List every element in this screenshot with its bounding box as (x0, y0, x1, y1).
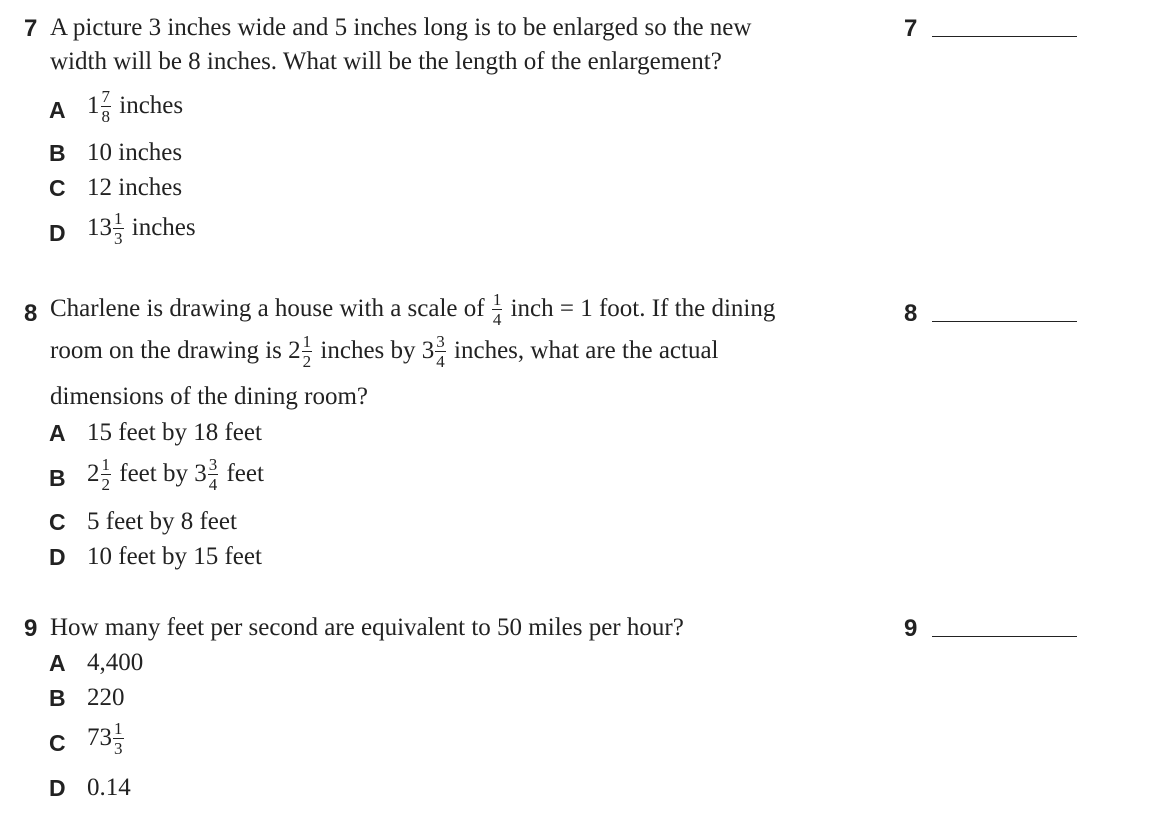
question-text-line: A picture 3 inches wide and 5 inches long is to be enlarged so the new (50, 14, 752, 41)
fraction: $\frac{1}{2}$ (302, 332, 312, 371)
question-text-line: How many feet per second are equivalent to 50 miles per hour? (50, 614, 684, 641)
question-text-line: room on the drawing is 2 $\frac{1}{2}$ inches by 3 $\frac{3}{4}$ inches, what are the actual (50, 332, 719, 371)
answer-number: 7 (904, 15, 918, 42)
question-text-line: dimensions of the dining room? (50, 383, 369, 410)
option-d-text: 13 $\frac{1}{3}$ inches (87, 209, 196, 248)
option-b-text: 2 $\frac{1}{2}$ feet by 3 $\frac{3}{4}$ feet (87, 455, 264, 494)
option-letter: D (49, 220, 66, 246)
option-letter: D (49, 775, 66, 801)
question-number: 9 (24, 615, 38, 642)
question-number: 7 (24, 15, 38, 42)
option-a-text: 4,400 (87, 649, 144, 676)
option-letter: B (49, 465, 66, 491)
fraction: $\frac{3}{4}$ (208, 455, 218, 494)
fraction: $\frac{1}{2}$ (101, 455, 110, 494)
option-c-text: 5 feet by 8 feet (87, 508, 237, 535)
option-c-text: 73 $\frac{1}{3}$ (87, 719, 123, 758)
option-letter: D (49, 544, 66, 570)
fraction: $\frac{1}{3}$ (114, 719, 123, 758)
option-letter: B (49, 685, 66, 711)
option-letter: A (49, 650, 66, 676)
fraction: $\frac{7}{8}$ (101, 87, 110, 126)
fraction: $\frac{1}{4}$ (492, 290, 502, 329)
option-letter: B (49, 140, 66, 166)
option-letter: C (49, 730, 66, 756)
option-letter: A (49, 97, 66, 123)
question-text-line: Charlene is drawing a house with a scale of $\frac{1}{4}$ inch = 1 foot. If the dining (50, 290, 776, 329)
question-number: 8 (24, 300, 38, 327)
question-text-line: width will be 8 inches. What will be the length of the enlargement? (50, 48, 722, 75)
option-b-text: 220 (87, 684, 125, 711)
option-d-text: 10 feet by 15 feet (87, 543, 262, 570)
option-a-text: 1 $\frac{7}{8}$ inches (87, 87, 184, 126)
option-b-text: 10 inches (87, 139, 183, 166)
option-c-text: 12 inches (87, 174, 183, 201)
fraction: $\frac{3}{4}$ (436, 332, 445, 371)
option-d-text: 0.14 (87, 774, 131, 801)
answer-line[interactable] (932, 636, 1077, 637)
answer-number: 9 (904, 615, 918, 642)
answer-line[interactable] (932, 36, 1077, 37)
answer-number: 8 (904, 300, 918, 327)
answer-line[interactable] (932, 321, 1077, 322)
option-a-text: 15 feet by 18 feet (87, 419, 262, 446)
option-letter: C (49, 509, 66, 535)
option-letter: A (49, 420, 66, 446)
option-letter: C (49, 175, 66, 201)
fraction: $\frac{1}{3}$ (114, 209, 123, 248)
